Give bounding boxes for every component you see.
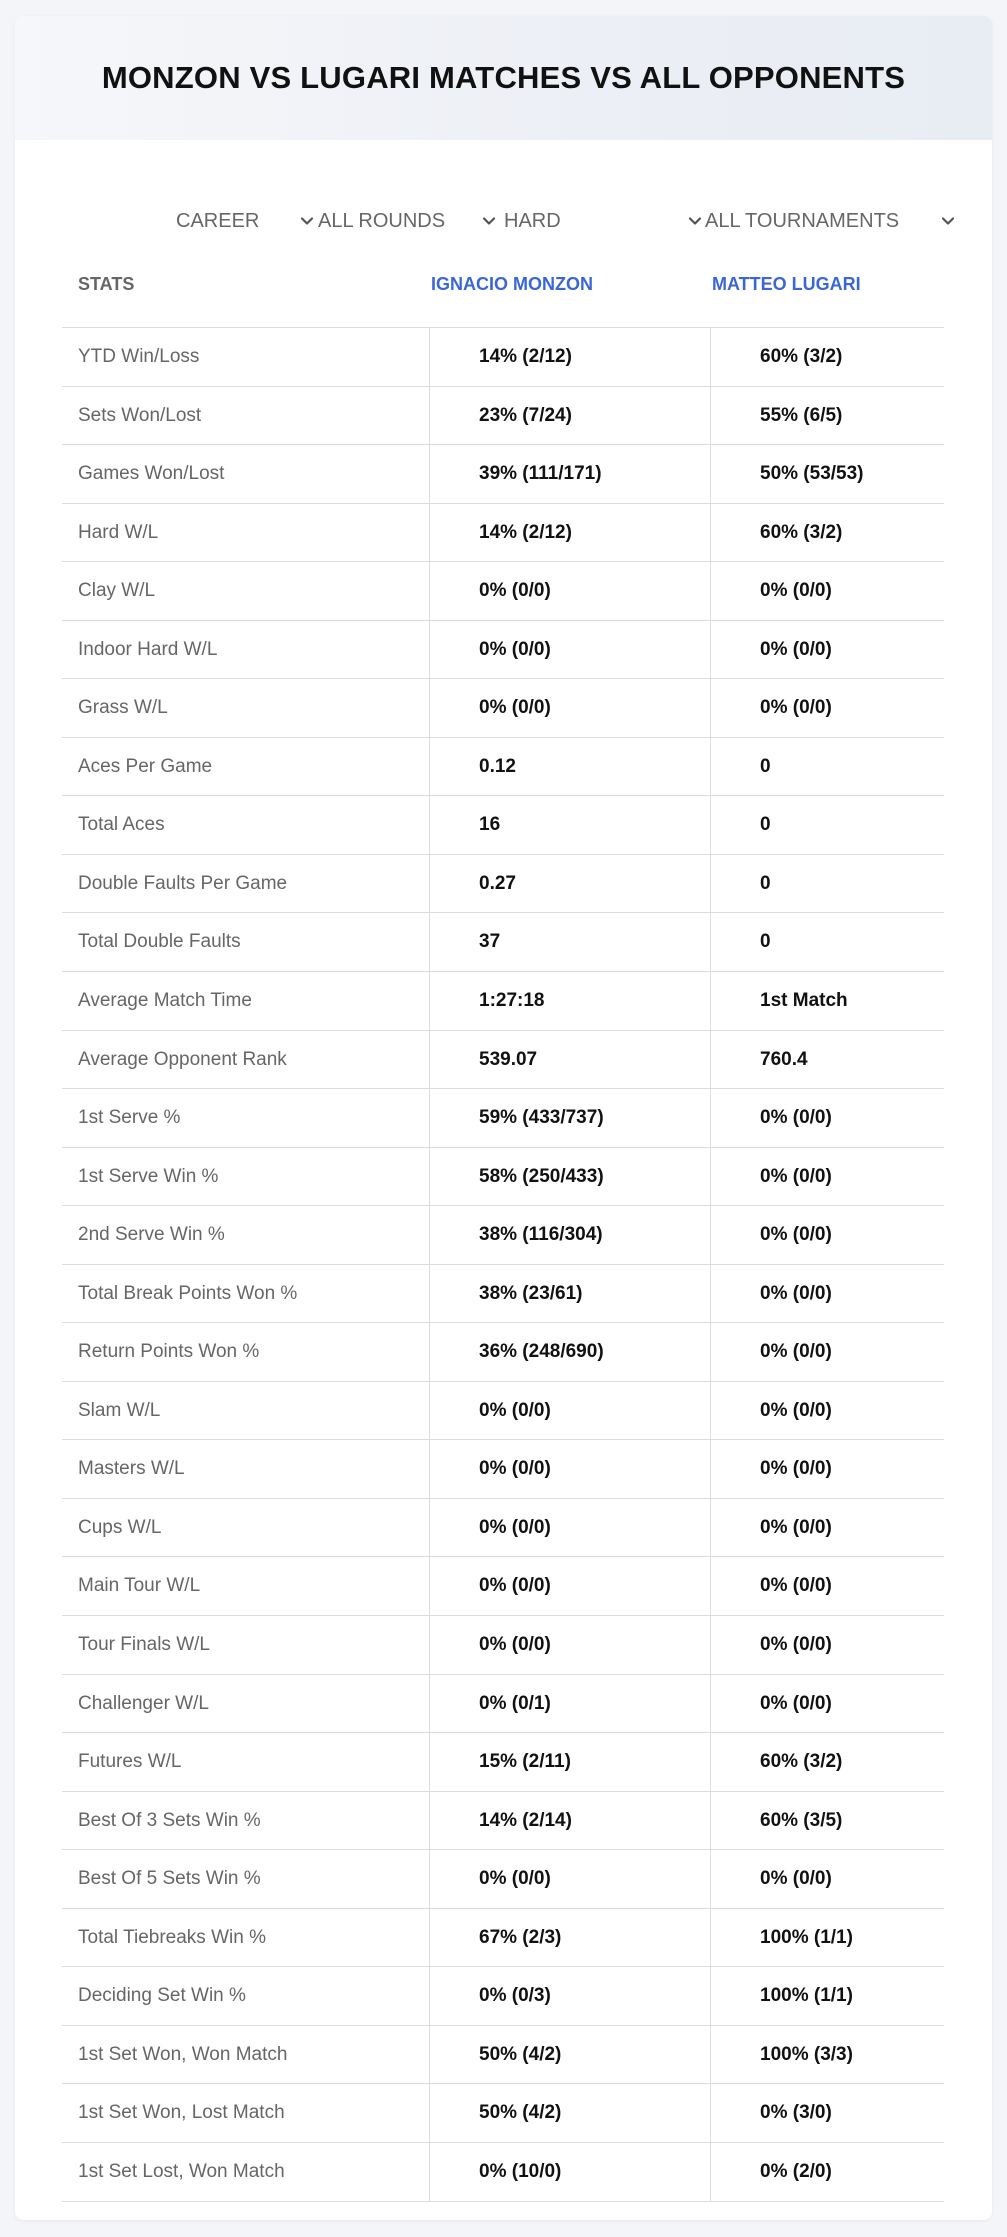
- player1-value: 0.12: [479, 755, 516, 777]
- player2-value: 0% (0/0): [760, 697, 832, 719]
- player1-value: 59% (433/737): [479, 1107, 604, 1129]
- stat-label: Slam W/L: [78, 1399, 161, 1421]
- table-row: [62, 1616, 944, 1675]
- table-row: [62, 1557, 944, 1616]
- table-row: [62, 1440, 944, 1499]
- stat-label: 1st Set Won, Won Match: [78, 2043, 288, 2065]
- player1-value: 1:27:18: [479, 990, 545, 1012]
- player1-value: 0% (0/0): [479, 1458, 551, 1480]
- player1-value: 37: [479, 931, 501, 953]
- player1-value: 38% (23/61): [479, 1282, 583, 1304]
- table-row: [62, 562, 944, 621]
- stat-label: Average Match Time: [78, 990, 252, 1012]
- player1-value: 14% (2/12): [479, 521, 572, 543]
- table-row: [62, 1792, 944, 1851]
- player2-value: 0% (0/0): [760, 1399, 832, 1421]
- stat-label: Tour Finals W/L: [78, 1634, 210, 1656]
- player1-value: 0% (0/0): [479, 1575, 551, 1597]
- table-row: [62, 1323, 944, 1382]
- player1-value: 0% (0/0): [479, 1868, 551, 1890]
- player1-value: 36% (248/690): [479, 1341, 604, 1363]
- chevron-down-icon: [480, 212, 498, 230]
- player2-column-header[interactable]: MATTEO LUGARI: [712, 274, 861, 294]
- table-row: [62, 1909, 944, 1968]
- chevron-down-icon: [298, 212, 316, 230]
- player2-value: 0% (0/0): [760, 1516, 832, 1538]
- player2-value: 0: [760, 872, 771, 894]
- player2-value: 760.4: [760, 1048, 808, 1070]
- table-row: [62, 1089, 944, 1148]
- player1-value: 0% (0/0): [479, 638, 551, 660]
- player2-value: 0% (0/0): [760, 580, 832, 602]
- stat-label: Return Points Won %: [78, 1341, 260, 1363]
- player2-value: 0% (0/0): [760, 1165, 832, 1187]
- table-row: [62, 2084, 944, 2143]
- stat-label: 2nd Serve Win %: [78, 1224, 225, 1246]
- table-row: [62, 1733, 944, 1792]
- table-header: [62, 251, 944, 328]
- player2-value: 0% (0/0): [760, 1224, 832, 1246]
- player2-value: 60% (3/5): [760, 1809, 843, 1831]
- player2-value: 0% (0/0): [760, 1458, 832, 1480]
- table-row: [62, 2143, 944, 2202]
- surface-select-value: HARD: [504, 209, 561, 232]
- stat-label: Clay W/L: [78, 580, 156, 602]
- player2-value: 0% (0/0): [760, 1692, 832, 1714]
- period-select[interactable]: [176, 191, 316, 251]
- stat-label: 1st Serve Win %: [78, 1165, 219, 1187]
- table-row: [62, 1499, 944, 1558]
- table-row: [62, 679, 944, 738]
- player1-value: 0% (0/0): [479, 1516, 551, 1538]
- stat-label: 1st Set Won, Lost Match: [78, 2102, 285, 2124]
- table-row: [62, 328, 944, 387]
- stat-label: Main Tour W/L: [78, 1575, 201, 1597]
- rounds-select[interactable]: [318, 191, 498, 251]
- stats-table: [62, 251, 944, 2202]
- page-title: MONZON VS LUGARI MATCHES VS ALL OPPONENTS: [101, 60, 906, 95]
- table-row: [62, 855, 944, 914]
- player2-value: 0% (0/0): [760, 638, 832, 660]
- card-header: [15, 16, 992, 140]
- stat-label: YTD Win/Loss: [78, 346, 200, 367]
- table-row: [62, 621, 944, 680]
- player1-value: 50% (4/2): [479, 2102, 562, 2124]
- filter-bar: [15, 191, 992, 251]
- player2-value: 0% (2/0): [760, 2160, 832, 2182]
- table-row: [62, 387, 944, 446]
- table-row: [62, 1206, 944, 1265]
- table-row: [62, 1382, 944, 1441]
- table-row: [62, 1675, 944, 1734]
- rounds-select-value: ALL ROUNDS: [318, 209, 446, 232]
- stat-label: Total Tiebreaks Win %: [78, 1926, 266, 1948]
- player1-value: 39% (111/171): [479, 463, 602, 485]
- player1-value: 16: [479, 814, 501, 836]
- table-row: [62, 445, 944, 504]
- player1-value: 58% (250/433): [479, 1165, 604, 1187]
- stats-column-header: STATS: [78, 274, 135, 294]
- player1-value: 0% (0/0): [479, 1634, 551, 1656]
- player1-column-header[interactable]: IGNACIO MONZON: [431, 274, 593, 294]
- stat-label: Average Opponent Rank: [78, 1048, 287, 1070]
- player2-value: 0% (3/0): [760, 2102, 832, 2124]
- player2-value: 60% (3/2): [760, 1751, 843, 1773]
- player1-value: 0% (0/0): [479, 1399, 551, 1421]
- stat-label: Best Of 3 Sets Win %: [78, 1809, 261, 1831]
- player2-value: 1st Match: [760, 990, 848, 1012]
- player1-value: 23% (7/24): [479, 404, 572, 426]
- player2-value: 100% (1/1): [760, 1985, 853, 2007]
- player1-value: 0.27: [479, 872, 516, 894]
- period-select-value: CAREER: [176, 209, 260, 232]
- player2-value: 50% (53/53): [760, 463, 864, 485]
- player1-value: 0% (0/0): [479, 580, 551, 602]
- stat-label: Futures W/L: [78, 1751, 182, 1773]
- player2-value: 0% (0/0): [760, 1107, 832, 1129]
- stat-label: Total Double Faults: [78, 931, 241, 953]
- player1-value: 539.07: [479, 1048, 538, 1070]
- player1-value: 0% (0/3): [479, 1985, 551, 2007]
- player2-value: 60% (3/2): [760, 346, 843, 367]
- stat-label: 1st Set Lost, Won Match: [78, 2160, 285, 2182]
- surface-select[interactable]: [504, 191, 704, 251]
- tournaments-select[interactable]: [705, 191, 957, 251]
- player2-value: 0: [760, 931, 771, 953]
- stat-label: Hard W/L: [78, 521, 159, 543]
- table-row: [62, 972, 944, 1031]
- chevron-down-icon: [686, 212, 704, 230]
- player2-value: 0% (0/0): [760, 1341, 832, 1363]
- table-row: [62, 2026, 944, 2085]
- player2-value: 0% (0/0): [760, 1634, 832, 1656]
- table-row: [62, 1148, 944, 1207]
- stat-label: Grass W/L: [78, 697, 168, 719]
- stats-card: [15, 16, 992, 2220]
- player1-value: 0% (0/0): [479, 697, 551, 719]
- table-row: [62, 1031, 944, 1090]
- stat-label: Total Break Points Won %: [78, 1282, 298, 1304]
- player1-value: 0% (0/1): [479, 1692, 551, 1714]
- player1-value: 50% (4/2): [479, 2043, 562, 2065]
- table-row: [62, 504, 944, 563]
- table-row: [62, 1265, 944, 1324]
- player2-value: 100% (3/3): [760, 2043, 853, 2065]
- stat-label: Sets Won/Lost: [78, 404, 202, 426]
- table-row: [62, 738, 944, 797]
- player2-value: 0% (0/0): [760, 1868, 832, 1890]
- player2-value: 100% (1/1): [760, 1926, 853, 1948]
- stat-label: Challenger W/L: [78, 1692, 209, 1714]
- stat-label: Games Won/Lost: [78, 463, 225, 485]
- stat-label: Best Of 5 Sets Win %: [78, 1868, 261, 1890]
- table-row: [62, 913, 944, 972]
- stat-label: Masters W/L: [78, 1458, 185, 1480]
- player1-value: 67% (2/3): [479, 1926, 562, 1948]
- player2-value: 0% (0/0): [760, 1575, 832, 1597]
- player2-value: 55% (6/5): [760, 404, 843, 426]
- player1-value: 38% (116/304): [479, 1224, 603, 1246]
- table-row: [62, 1967, 944, 2026]
- player1-value: 14% (2/14): [479, 1809, 572, 1831]
- player2-value: 0: [760, 755, 771, 777]
- stat-label: Indoor Hard W/L: [78, 638, 218, 660]
- player2-value: 60% (3/2): [760, 521, 843, 543]
- stat-label: Aces Per Game: [78, 755, 213, 777]
- table-body: [62, 328, 944, 2202]
- player1-value: 15% (2/11): [479, 1751, 571, 1773]
- player2-value: 0: [760, 814, 771, 836]
- player1-value: 0% (10/0): [479, 2160, 562, 2182]
- stat-label: Total Aces: [78, 814, 165, 836]
- table-row: [62, 796, 944, 855]
- stat-label: Deciding Set Win %: [78, 1985, 246, 2007]
- player1-value: 14% (2/12): [479, 346, 572, 367]
- table-row: [62, 1850, 944, 1909]
- tournaments-select-value: ALL TOURNAMENTS: [705, 209, 900, 232]
- player2-value: 0% (0/0): [760, 1282, 832, 1304]
- stat-label: 1st Serve %: [78, 1107, 181, 1129]
- stat-label: Cups W/L: [78, 1516, 162, 1538]
- chevron-down-icon: [939, 212, 957, 230]
- stat-label: Double Faults Per Game: [78, 872, 288, 894]
